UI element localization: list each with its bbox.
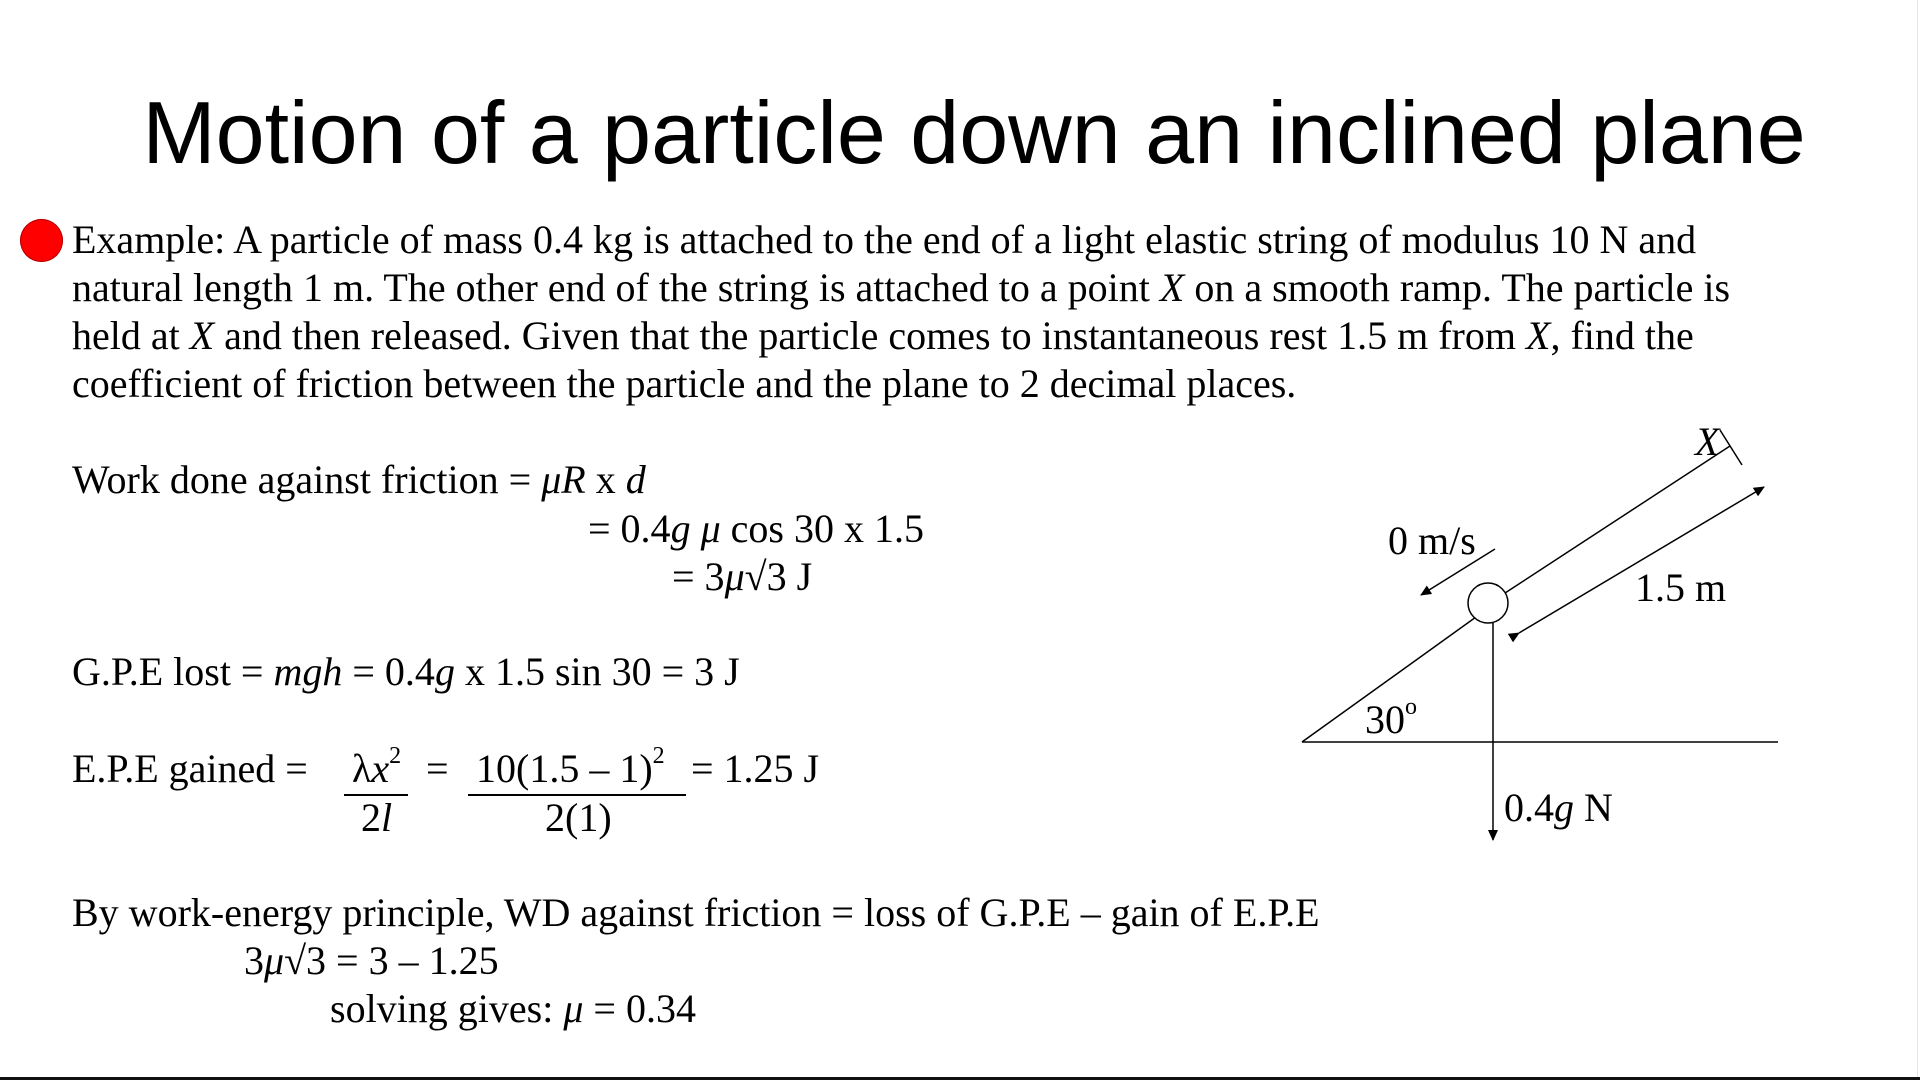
text: = 0.4 xyxy=(342,649,435,694)
text: x xyxy=(585,457,626,502)
point-x-symbol: X xyxy=(1159,265,1185,310)
text: natural length 1 m. The other end of the string is attached to a point xyxy=(72,265,1160,310)
mu-symbol: μ xyxy=(264,938,285,983)
text: √3 = 3 – 1.25 xyxy=(284,938,499,983)
x-label-text: X xyxy=(1695,419,1720,464)
distance-symbol: d xyxy=(625,457,646,502)
text: 30 xyxy=(1365,697,1405,742)
exponent: 2 xyxy=(652,742,665,769)
diagram-weight-label xyxy=(1504,785,1613,831)
diagram-distance-label: 1.5 m xyxy=(1635,565,1727,610)
text: = 0.4 xyxy=(588,506,671,551)
bullet-icon xyxy=(20,219,63,262)
example-line-2 xyxy=(72,264,1730,312)
text: x 1.5 sin 30 = 3 J xyxy=(454,649,740,694)
text: solving gives: xyxy=(330,986,564,1031)
point-x-symbol: X xyxy=(1526,313,1551,358)
example-line-3 xyxy=(72,312,1694,360)
point-x-symbol: X xyxy=(189,313,215,358)
text: = 3 xyxy=(672,554,725,599)
epe-fraction-1-denominator xyxy=(361,794,392,842)
text: 3 xyxy=(244,938,264,983)
diagram-speed-label: 0 m/s xyxy=(1388,518,1476,563)
epe-fraction-2-denominator: 2(1) xyxy=(545,795,612,840)
text: Work done against friction = xyxy=(72,457,542,502)
text xyxy=(691,506,701,551)
epe-label: E.P.E gained = xyxy=(72,746,308,791)
mu-symbol: μ xyxy=(724,554,745,599)
g-symbol: g xyxy=(670,506,691,551)
diagram-point-x-label xyxy=(1695,419,1719,465)
gpe-line xyxy=(72,648,740,696)
principle-line-3 xyxy=(330,985,696,1033)
lambda-symbol: λ xyxy=(352,746,372,791)
text: 10(1.5 – 1) xyxy=(476,746,653,791)
epe-fraction-1-numerator xyxy=(352,742,402,793)
text: cos 30 x 1.5 xyxy=(720,506,924,551)
epe-fraction-2-numerator xyxy=(476,742,665,793)
text: √3 J xyxy=(744,554,813,599)
slide-title: Motion of a particle down an inclined plane xyxy=(142,83,1806,182)
g-symbol: g xyxy=(1554,785,1574,830)
exponent: 2 xyxy=(389,742,402,769)
mu-symbol: μ xyxy=(541,457,562,502)
text: , find the xyxy=(1550,313,1694,358)
text: N xyxy=(1574,785,1613,830)
work-line-3 xyxy=(672,553,812,601)
particle-circle xyxy=(1468,583,1508,623)
text: and then released. Given that the particle comes to instantaneous rest 1.5 m from xyxy=(214,313,1526,358)
example-line-4: coefficient of friction between the particle and the plane to 2 decimal places. xyxy=(72,361,1297,406)
work-line-1 xyxy=(72,456,646,504)
slide-right-edge xyxy=(1917,0,1918,1080)
text: held at xyxy=(72,313,190,358)
diagram-angle-label xyxy=(1365,693,1417,743)
reaction-symbol: R xyxy=(561,457,586,502)
x-symbol: x xyxy=(371,746,390,791)
text: = 0.34 xyxy=(583,986,696,1031)
x-tick xyxy=(1720,430,1742,465)
mgh-symbol: mgh xyxy=(273,649,343,694)
example-line-1: Example: A particle of mass 0.4 kg is attached to the end of a light elastic string of modulus 10 N and xyxy=(72,217,1697,262)
text: 0.4 xyxy=(1504,785,1554,830)
mu-symbol: μ xyxy=(563,986,584,1031)
g-symbol: g xyxy=(434,649,455,694)
epe-equals: = xyxy=(426,746,449,791)
principle-line-1: By work-energy principle, WD against friction = loss of G.P.E – gain of E.P.E xyxy=(72,890,1320,935)
mu-symbol: μ xyxy=(700,506,721,551)
l-symbol: l xyxy=(381,795,393,840)
epe-result: = 1.25 J xyxy=(691,746,820,791)
work-line-2 xyxy=(588,505,924,553)
text: on a smooth ramp. The particle is xyxy=(1184,265,1731,310)
text: 2 xyxy=(361,795,381,840)
degree-mark: o xyxy=(1405,693,1417,720)
principle-line-2 xyxy=(244,937,499,985)
inclined-plane-diagram xyxy=(1290,410,1810,860)
text: G.P.E lost = xyxy=(72,649,274,694)
